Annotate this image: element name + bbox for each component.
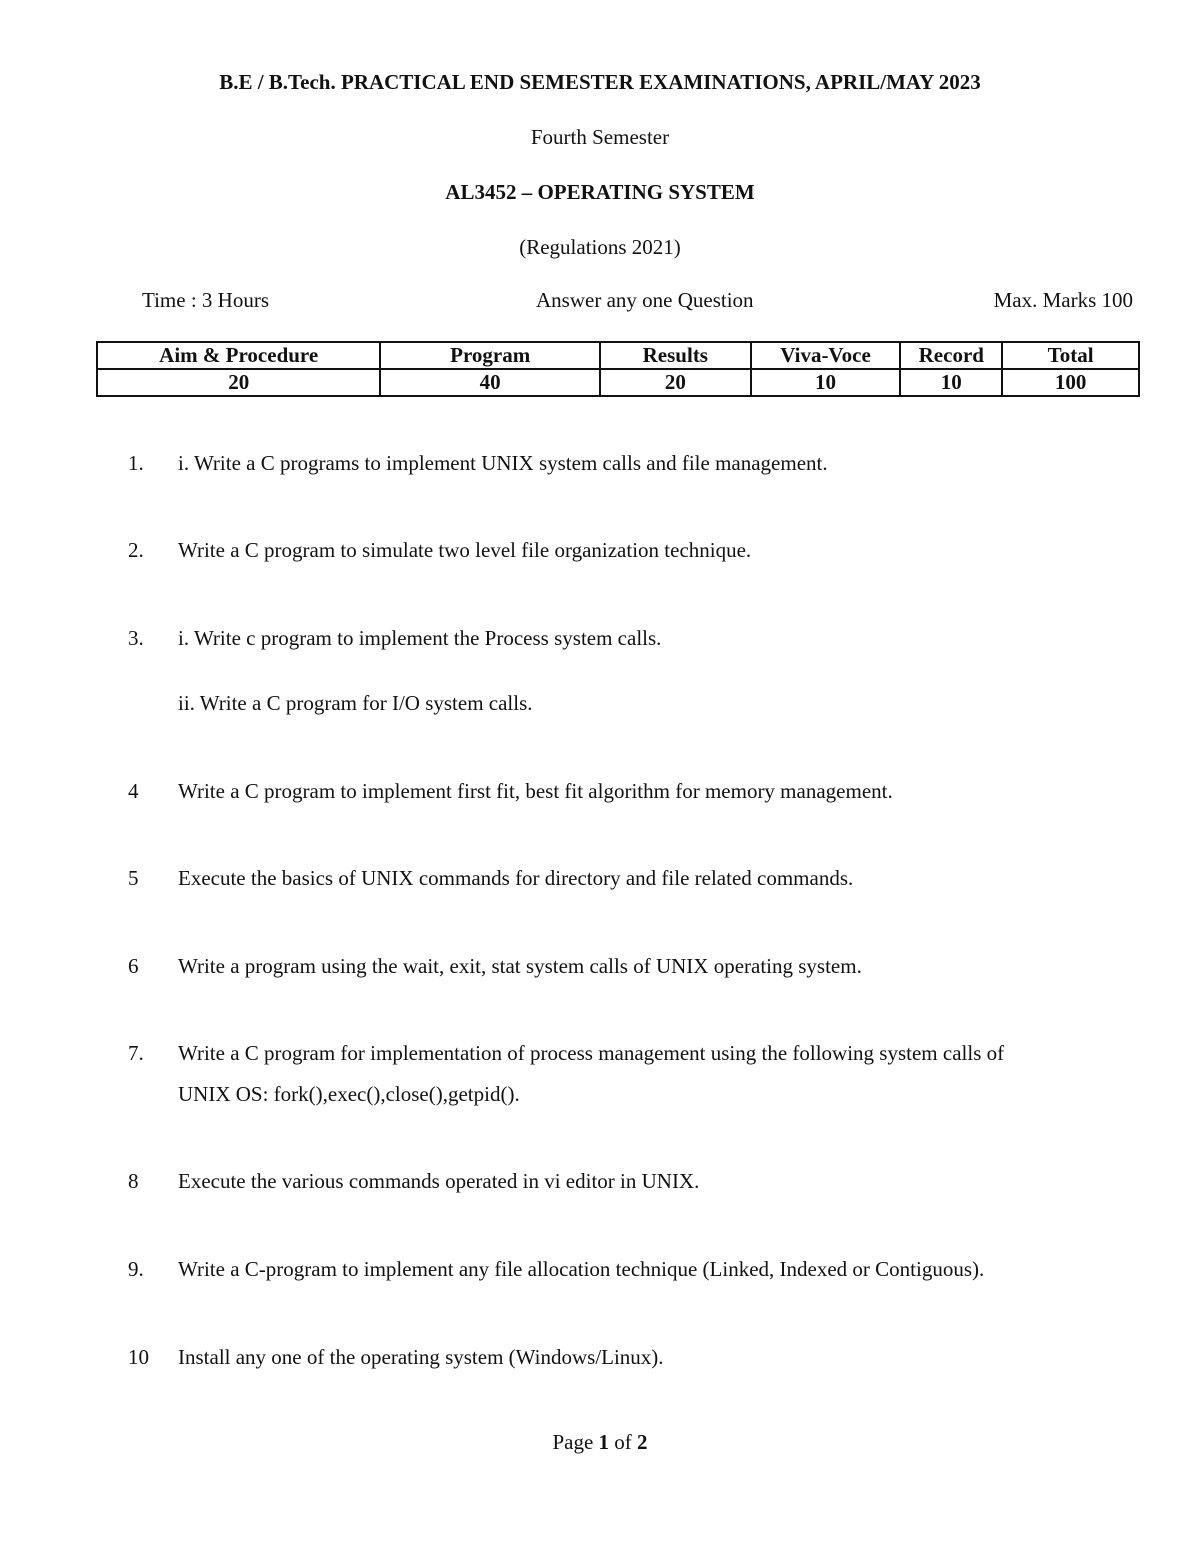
marks-header-cell: Aim & Procedure (97, 342, 380, 369)
marks-distribution-table (96, 341, 1140, 397)
question-text: Write a C program to implement first fit, best fit algorithm for memory management. (178, 779, 893, 803)
question-number: 10 (128, 1345, 149, 1369)
question-text: Write a C program to simulate two level file organization technique. (178, 538, 752, 562)
page-label: Page (552, 1430, 594, 1454)
question-number: 9. (128, 1257, 144, 1281)
semester-label: Fourth Semester (530, 125, 670, 149)
question-number: 7. (128, 1041, 144, 1065)
marks-value-cell: 20 (97, 369, 380, 396)
question-text: i. Write c program to implement the Process system calls. (178, 626, 662, 650)
max-marks: Max. Marks 100 (993, 288, 1133, 312)
marks-value-cell: 20 (600, 369, 751, 396)
question-text: Install any one of the operating system (Windows/Linux). (178, 1345, 664, 1369)
page-of: of (614, 1430, 632, 1454)
marks-header-cell: Viva-Voce (751, 342, 901, 369)
question-number: 6 (128, 954, 139, 978)
question-number: 1. (128, 451, 144, 475)
question-text: Execute the basics of UNIX commands for directory and file related commands. (178, 866, 854, 890)
marks-value-cell: 100 (1002, 369, 1139, 396)
question-text: Execute the various commands operated in vi editor in UNIX. (178, 1169, 700, 1193)
question-text: Write a C-program to implement any file allocation technique (Linked, Indexed or Contiguous). (178, 1257, 985, 1281)
question-text: ii. Write a C program for I/O system calls. (178, 691, 533, 715)
regulations-label: (Regulations 2021) (519, 235, 681, 259)
page-current: 1 (598, 1430, 610, 1454)
marks-header-row (97, 342, 1139, 369)
question-number: 5 (128, 866, 139, 890)
question-number: 8 (128, 1169, 139, 1193)
question-number: 3. (128, 626, 144, 650)
exam-instruction: Answer any one Question (536, 288, 754, 312)
page-footer (0, 1430, 1200, 1455)
marks-value-row (97, 369, 1139, 396)
question-text: Write a program using the wait, exit, stat system calls of UNIX operating system. (178, 954, 862, 978)
marks-header-cell: Total (1002, 342, 1139, 369)
subject-title: AL3452 – OPERATING SYSTEM (445, 180, 755, 204)
marks-header-cell: Record (900, 342, 1002, 369)
exam-duration: Time : 3 Hours (142, 288, 269, 312)
marks-header-cell: Program (380, 342, 600, 369)
marks-value-cell: 10 (900, 369, 1002, 396)
marks-value-cell: 40 (380, 369, 600, 396)
question-number: 4 (128, 779, 139, 803)
marks-header-cell: Results (600, 342, 751, 369)
exam-title: B.E / B.Tech. PRACTICAL END SEMESTER EXAMINATIONS, APRIL/MAY 2023 (219, 70, 981, 94)
marks-value-cell: 10 (751, 369, 901, 396)
page-total: 2 (637, 1430, 648, 1454)
question-text: Write a C program for implementation of process management using the following system calls of (178, 1041, 1005, 1065)
question-text: UNIX OS: fork(),exec(),close(),getpid(). (178, 1082, 520, 1106)
question-text: i. Write a C programs to implement UNIX system calls and file management. (178, 451, 828, 475)
question-number: 2. (128, 538, 144, 562)
